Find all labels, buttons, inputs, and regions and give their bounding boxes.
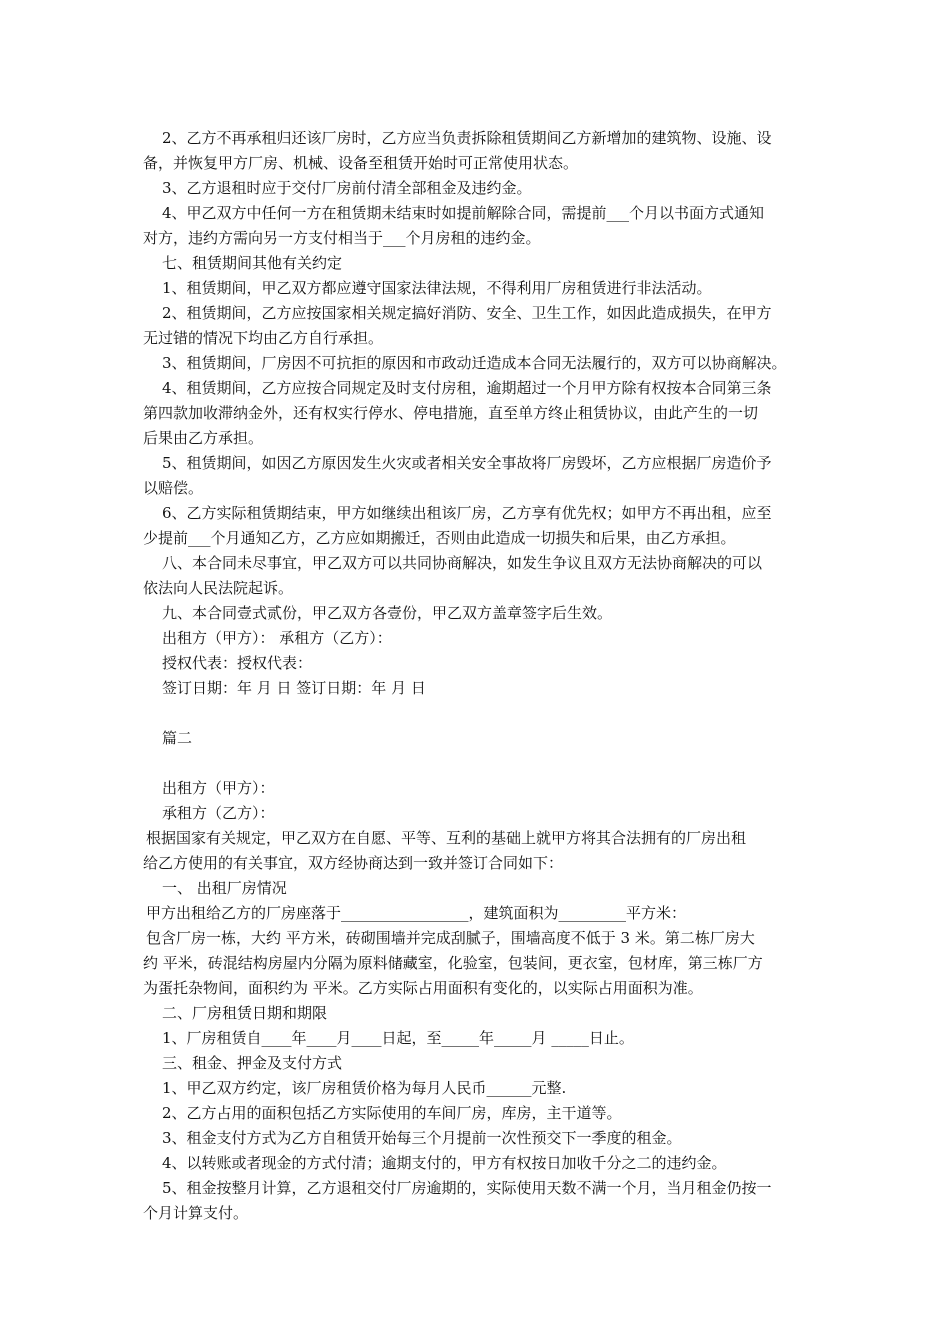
clause-7-3: 3、租赁期间，厂房因不可抗拒的原因和市政动迁造成本合同无法履行的，双方可以协商解决。 — [162, 354, 787, 372]
part-two-title: 篇二 — [162, 729, 193, 747]
section-1-heading: 一、 出租厂房情况 — [162, 879, 287, 897]
section-8-line1: 八、本合同未尽事宜，甲乙双方可以共同协商解决，如发生争议且双方无法协商解决的可以 — [162, 554, 763, 572]
clause-7-5-line1: 5、租赁期间，如因乙方原因发生火灾或者相关安全事故将厂房毁坏，乙方应根据厂房造价予 — [162, 454, 772, 472]
signature-dates: 签订日期：年 月 日 签订日期：年 月 日 — [162, 679, 426, 697]
property-description-line1: 包含厂房一栋，大约 平方米，砖砌围墙并完成刮腻子，围墙高度不低于 3 米。第二栋厂房大 — [146, 929, 755, 947]
clause-7-6-line2: 少提前___个月通知乙方，乙方应如期搬迁，否则由此造成一切损失和后果，由乙方承担。 — [143, 529, 736, 547]
clause-7-5-line2: 以赔偿。 — [143, 479, 204, 497]
rent-clause-5-line2: 个月计算支付。 — [143, 1204, 249, 1222]
clause-7-2-line2: 无过错的情况下均由乙方自行承担。 — [143, 329, 384, 347]
clause-7-6-line1: 6、乙方实际租赁期结束，甲方如继续出租该厂房，乙方享有优先权；如甲方不再出租，应至 — [162, 504, 772, 522]
rent-clause-3: 3、租金支付方式为乙方自租赁开始每三个月提前一次性预交下一季度的租金。 — [162, 1129, 682, 1147]
section-7-heading: 七、租赁期间其他有关约定 — [162, 254, 343, 272]
clause-6-3: 3、乙方退租时应于交付厂房前付清全部租金及违约金。 — [162, 179, 532, 197]
clause-7-2-line1: 2、租赁期间，乙方应按国家相关规定搞好消防、安全、卫生工作，如因此造成损失，在甲方 — [162, 304, 772, 322]
section-3-heading: 三、租金、押金及支付方式 — [162, 1054, 343, 1072]
clause-7-1: 1、租赁期间，甲乙双方都应遵守国家法律法规，不得利用厂房租赁进行非法活动。 — [162, 279, 712, 297]
lessee-label: 承租方（乙方）： — [162, 804, 275, 822]
clause-6-4-line2: 对方，违约方需向另一方支付相当于___个月房租的违约金。 — [143, 229, 541, 247]
intro-line2: 给乙方使用的有关事宜，双方经协商达到一致并签订合同如下： — [143, 854, 564, 872]
rent-clause-2: 2、乙方占用的面积包括乙方实际使用的车间厂房，库房，主干道等。 — [162, 1104, 622, 1122]
lease-term: 1、厂房租赁自____年____月____日起，至_____年_____月 _____日止。 — [162, 1029, 634, 1047]
property-location: 甲方出租给乙方的厂房座落于_________________，建筑面积为_________平方米： — [146, 904, 687, 922]
clause-6-4-line1: 4、甲乙双方中任何一方在租赁期未结束时如提前解除合同，需提前___个月以书面方式通知 — [162, 204, 765, 222]
section-2-heading: 二、厂房租赁日期和期限 — [162, 1004, 328, 1022]
section-8-line2: 依法向人民法院起诉。 — [143, 579, 294, 597]
lessor-label: 出租方（甲方）： — [162, 779, 275, 797]
section-9: 九、本合同壹式贰份，甲乙双方各壹份，甲乙双方盖章签字后生效。 — [162, 604, 613, 622]
property-description-line2: 约 平米，砖混结构房屋内分隔为原料储藏室，化验室，包装间，更衣室，包材库，第三栋厂方 — [143, 954, 763, 972]
clause-7-4-line3: 后果由乙方承担。 — [143, 429, 264, 447]
property-description-line3: 为蛋托杂物间，面积约为 平米。乙方实际占用面积有变化的，以实际占用面积为准。 — [143, 979, 703, 997]
rent-clause-1: 1、甲乙双方约定，该厂房租赁价格为每月人民币______元整. — [162, 1079, 567, 1097]
clause-6-2-line2: 备，并恢复甲方厂房、机械、设备至租赁开始时可正常使用状态。 — [143, 154, 579, 172]
signature-representatives: 授权代表：授权代表： — [162, 654, 313, 672]
signature-parties: 出租方（甲方）： 承租方（乙方）： — [162, 629, 392, 647]
rent-clause-4: 4、以转账或者现金的方式付清；逾期支付的，甲方有权按日加收千分之二的违约金。 — [162, 1154, 727, 1172]
clause-7-4-line2: 第四款加收滞纳金外，还有权实行停水、停电措施，直至单方终止租赁协议，由此产生的一切 — [143, 404, 759, 422]
clause-7-4-line1: 4、租赁期间，乙方应按合同规定及时支付房租，逾期超过一个月甲方除有权按本合同第三条 — [162, 379, 772, 397]
rent-clause-5-line1: 5、租金按整月计算，乙方退租交付厂房逾期的，实际使用天数不满一个月，当月租金仍按一 — [162, 1179, 772, 1197]
intro-line1: 根据国家有关规定，甲乙双方在自愿、平等、互利的基础上就甲方将其合法拥有的厂房出租 — [146, 829, 747, 847]
clause-6-2-line1: 2、乙方不再承租归还该厂房时，乙方应当负责拆除租赁期间乙方新增加的建筑物、设施、设 — [162, 129, 772, 147]
